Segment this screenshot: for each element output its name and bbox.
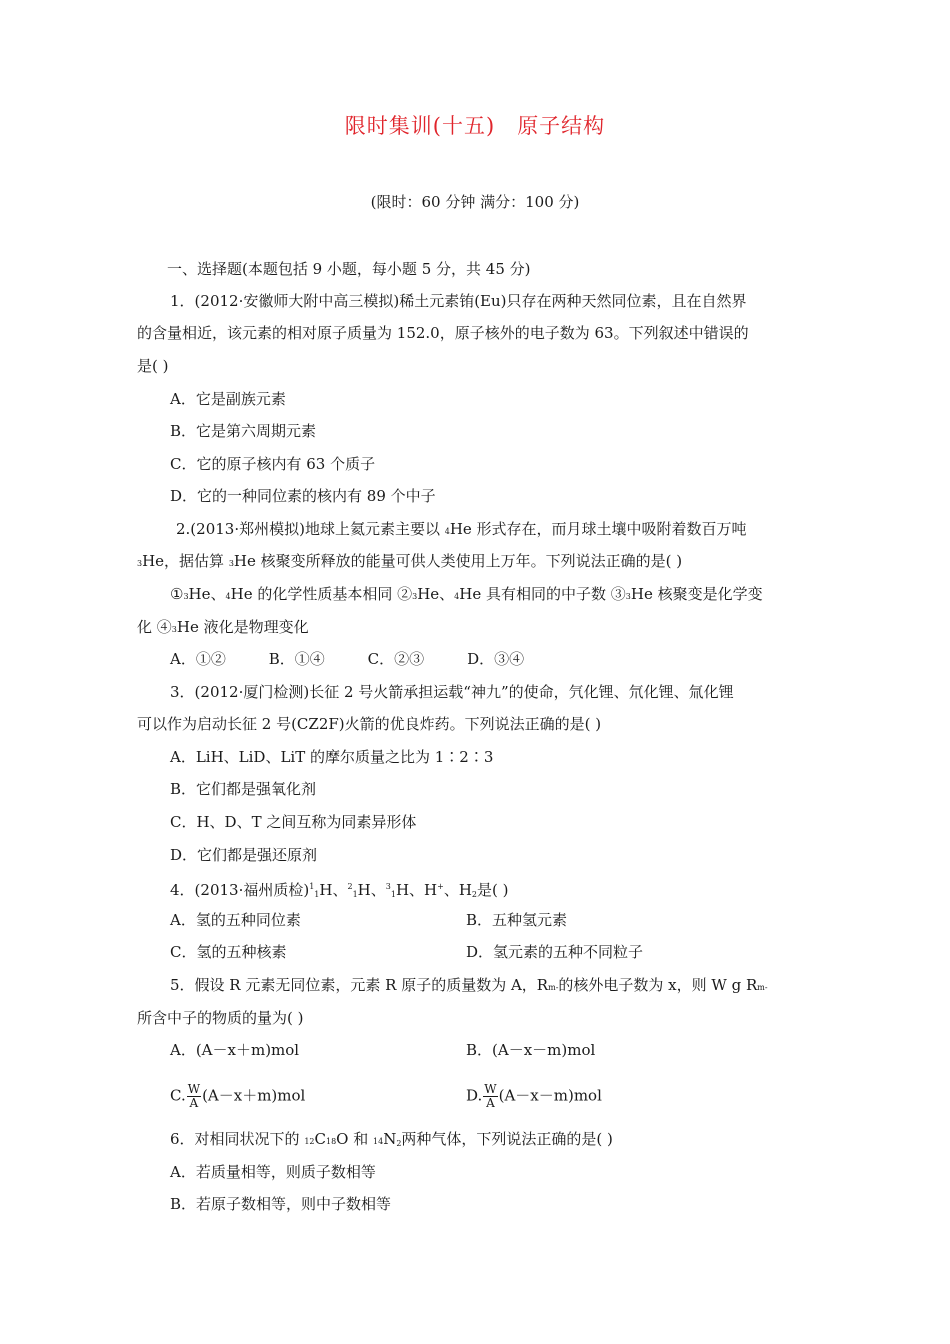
q4-option-c: C．氢的五种核素 <box>170 943 287 961</box>
q5-option-b: B．(A－x－m)mol <box>466 1041 596 1059</box>
fraction-w-over-a: $\frac{W}{A}$ <box>484 1082 497 1110</box>
q4-stem: 4．(2013·福州质检)$^1_1$H、$^2_1$H、$^3_1$H、H+、$H_2$是( ) <box>170 881 509 899</box>
q1-option-b: B．它是第六周期元素 <box>170 422 317 440</box>
q2-statements-line1: ①3He、4He 的化学性质基本相同 ②3He、4He 具有相同的中子数 ③3He 核聚变是化学变 <box>170 585 763 603</box>
title-main: 限时集训(十五) <box>344 114 496 138</box>
q5-line2: 所含中子的物质的量为( ) <box>137 1009 304 1027</box>
q3-line2: 可以作为启动长征 2 号(CZ2F)火箭的优良炸药。下列说法正确的是( ) <box>137 715 602 733</box>
q4-option-b: B．五种氢元素 <box>466 911 568 929</box>
q1-option-c: C．它的原子核内有 63 个质子 <box>170 455 376 473</box>
q4-option-d: D．氢元素的五种不同粒子 <box>466 943 644 961</box>
q2-line2: 3He，据估算 3He 核聚变所释放的能量可供人类使用上万年。下列说法正确的是( ) <box>137 552 683 570</box>
q2-line1: 2.(2013·郑州模拟)地球上氦元素主要以 4He 形式存在，而月球土壤中吸附着数百万吨 <box>176 520 747 538</box>
q6-stem: 6．对相同状况下的 12C18O 和 $14N_2$两种气体，下列说法正确的是( ) <box>170 1130 613 1148</box>
q5-option-d: D. $\frac{W}{A}$ (A－x－m)mol <box>466 1082 602 1110</box>
section-heading: 一、选择题(本题包括 9 小题，每小题 5 分，共 45 分) <box>167 260 531 278</box>
q3-option-a: A．LiH、LiD、LiT 的摩尔质量之比为 1∶2∶3 <box>170 748 494 766</box>
q3-line1: 3．(2012·厦门检测)长征 2 号火箭承担运载“神九”的使命，氕化锂、氘化锂、氚化锂 <box>170 683 734 701</box>
q2-statements-line2: 化 ④3He 液化是物理变化 <box>137 618 309 636</box>
q5-option-a: A．(A－x＋m)mol <box>170 1041 300 1059</box>
q4-option-a: A．氢的五种同位素 <box>170 911 301 929</box>
title-topic: 原子结构 <box>517 114 606 138</box>
q2-options: A．①② B．①④ C．②③ D．③④ <box>170 650 525 668</box>
time-limit: (限时：60 分钟 满分：100 分) <box>370 193 580 211</box>
q1-option-a: A．它是副族元素 <box>170 390 286 408</box>
q1-option-d: D．它的一种同位素的核内有 89 个中子 <box>170 487 436 505</box>
q3-option-d: D．它们都是强还原剂 <box>170 846 318 864</box>
q3-option-b: B．它们都是强氧化剂 <box>170 780 317 798</box>
q5-line1: 5．假设 R 元素无同位素，元素 R 原子的质量数为 A，Rm-的核外电子数为 x，则 W g Rm- <box>170 976 768 994</box>
q5-option-c: C. $\frac{W}{A}$ (A－x＋m)mol <box>170 1082 306 1110</box>
q6-option-a: A．若质量相等，则质子数相等 <box>170 1163 376 1181</box>
q6-option-b: B．若原子数相等，则中子数相等 <box>170 1195 392 1213</box>
q1-line3: 是( ) <box>137 357 169 375</box>
q3-option-c: C．H、D、T 之间互称为同素异形体 <box>170 813 417 831</box>
q1-line1: 1．(2012·安徽师大附中高三模拟)稀土元素铕(Eu)只存在两种天然同位素，且在自然界 <box>170 292 747 310</box>
fraction-w-over-a: $\frac{W}{A}$ <box>187 1082 201 1110</box>
page-title <box>0 110 950 140</box>
q1-line2: 的含量相近，该元素的相对原子质量为 152.0，原子核外的电子数为 63。下列叙述中错误的 <box>137 324 749 342</box>
